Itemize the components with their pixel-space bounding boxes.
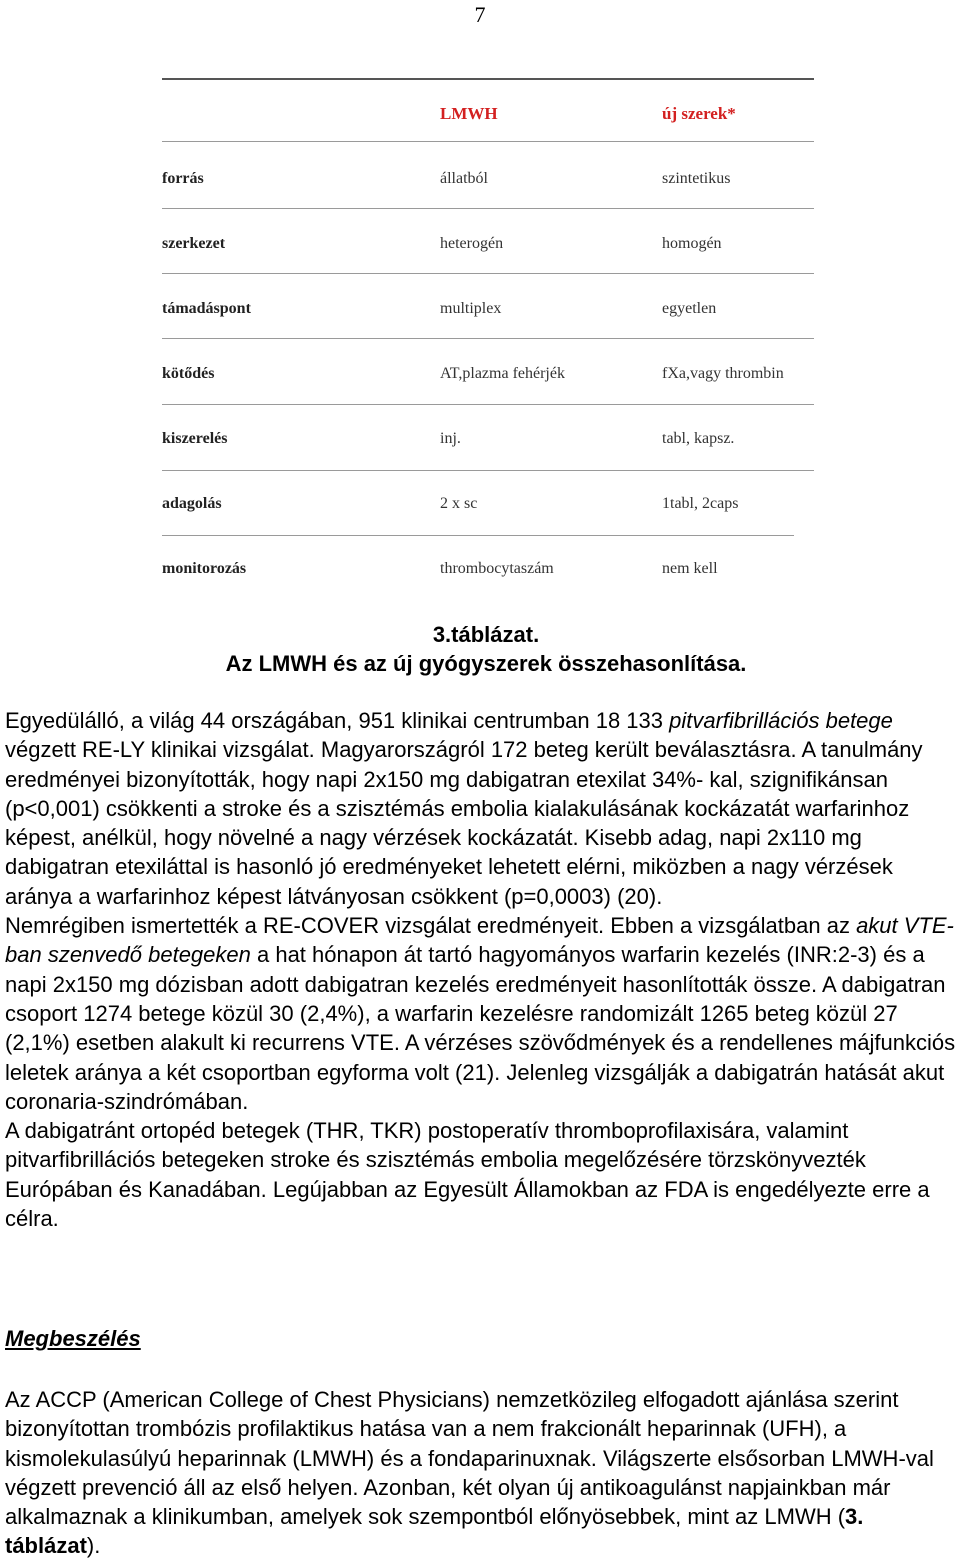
- table-rule: [162, 273, 814, 274]
- row-value-lmwh: AT,plazma fehérjék: [440, 365, 565, 382]
- row-value-new: tabl, kapsz.: [662, 430, 735, 447]
- table-rule: [162, 208, 814, 209]
- row-value-new: nem kell: [662, 560, 718, 577]
- table-caption-title: Az LMWH és az új gyógyszerek összehasonlítása.: [225, 651, 747, 676]
- row-label: kötődés: [162, 365, 215, 382]
- text-run: ).: [86, 1533, 101, 1559]
- table-rule: [162, 141, 814, 142]
- row-value-new: homogén: [662, 235, 722, 252]
- table-rule: [162, 404, 814, 405]
- row-label: adagolás: [162, 495, 222, 512]
- row-value-lmwh: multiplex: [440, 300, 502, 317]
- paragraph-discussion: [5, 1385, 960, 1561]
- row-label: forrás: [162, 170, 204, 187]
- table-top-rule: [162, 78, 814, 80]
- row-value-lmwh: heterogén: [440, 235, 504, 252]
- row-label: támadáspont: [162, 300, 251, 317]
- table-reference: 3. táblázat: [5, 1504, 864, 1559]
- paragraph-rely: [5, 706, 960, 911]
- paragraph-approval: A dabigatránt ortopéd betegek (THR, TKR) postoperatív thromboprofilaxisára, valamint pitvarfibrillációs betegeken stroke és szisztémás embolia megelőzésére törzskönyvezték Európában és Kanadában. Legújabban az Egyesült Államokban az FDA is engedélyezte erre a célra.: [5, 1118, 930, 1232]
- row-label: monitorozás: [162, 560, 247, 577]
- row-value-new: fXa,vagy thrombin: [662, 365, 784, 382]
- table-header-lmwh: LMWH: [440, 104, 498, 123]
- table-rule: [162, 470, 814, 471]
- row-value-new: egyetlen: [662, 300, 717, 317]
- row-label: kiszerelés: [162, 430, 228, 447]
- table-caption-number: 3.táblázat.: [432, 622, 540, 647]
- text-run: a hat hónapon át tartó hagyományos warfarin kezelés (INR:2-3) és a napi 2x150 mg dózisban adott dabigatran kezelés eredményeit hasonlították össze. A dabigatran csoport 1274 betege közül 30 (2,4%), a warfarin kezelésre randomizált 1265 beteg közül 27 (2,1%) esetben alakult ki recurrens VTE. A vérzéses szövődmények és a rendellenes májfunkciós leletek aránya a két csoportban egyforma volt (21). Jelenleg vizsgálják a dabigatrán hatását akut coronaria-szindrómában.: [5, 942, 956, 1114]
- page-number: 7: [474, 2, 486, 27]
- row-value-lmwh: 2 x sc: [440, 495, 478, 512]
- table-header-new-drugs: új szerek*: [662, 104, 736, 123]
- table-rule: [162, 535, 794, 536]
- row-value-new: szintetikus: [662, 170, 731, 187]
- section-heading: Megbeszélés: [5, 1326, 141, 1351]
- text-run-italic: pitvarfibrillációs betege: [669, 708, 893, 733]
- discussion-text: [5, 1385, 960, 1561]
- row-value-new: 1tabl, 2caps: [662, 495, 739, 512]
- row-value-lmwh: thrombocytaszám: [440, 560, 554, 577]
- text-run: Az ACCP (American College of Chest Physicians) nemzetközileg elfogadott ajánlása szerint bizonyítottan trombózis profilaktikus hatása van a nem frakcionált heparinnak (UFH), a kismolekulasúlyú heparinnak (LMWH) és a fondaparinuxnak. Világszerte elsősorban LMWH-val végzett prevenció áll az első helyen. Azonban, két olyan új antikoagulánst napjainkban már alkalmaznak a klinikumban, amelyek sok szempontból előnyösebbek, mint az LMWH (: [5, 1387, 934, 1530]
- text-run: végzett RE-LY klinikai vizsgálat. Magyarországról 172 beteg került beválasztásra. A tanulmány eredményei bizonyították, hogy napi 2x150 mg dabigatran etexilat 34%- kal, szignifikánsan (p<0,001) csökkenti a stroke és a szisztémás embolia kialakulásának kockázatát warfarinhoz képest, anélkül, hogy növelné a nagy vérzések kockázatát. Kisebb adag, napi 2x110 mg dabigatran etexiláttal is hasonló jó eredményeket lehetett elérni, miközben a nagy vérzések aránya a warfarinhoz képest látványosan csökkent (p=0,0003) (20).: [5, 737, 923, 909]
- row-label: szerkezet: [162, 235, 226, 252]
- paragraph-recover: [5, 911, 960, 1116]
- text-run-italic: akut VTE-ban szenvedő betegeken: [5, 913, 954, 968]
- row-value-lmwh: állatból: [440, 170, 488, 187]
- text-run: Egyedülálló, a világ 44 országában, 951 klinikai centrumban 18 133: [5, 708, 670, 733]
- row-value-lmwh: inj.: [440, 430, 461, 447]
- body-text: [5, 706, 960, 1233]
- text-run: Nemrégiben ismertették a RE-COVER vizsgálat eredményeit. Ebben a vizsgálatban az: [5, 913, 857, 939]
- table-rule: [162, 338, 814, 339]
